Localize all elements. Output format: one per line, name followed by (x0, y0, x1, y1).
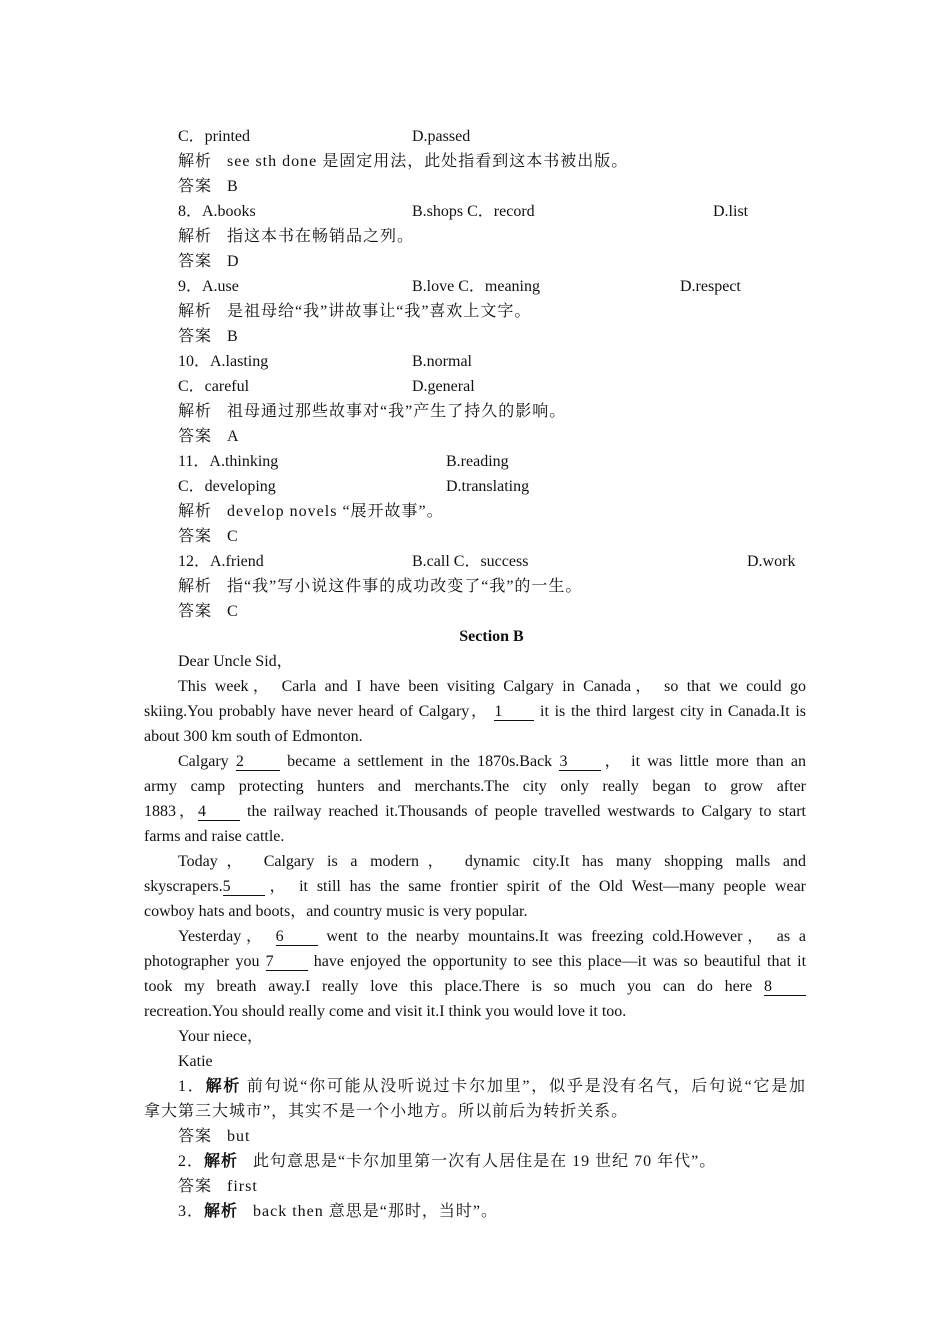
q10-option-d: D.general (412, 378, 475, 395)
letter-p4-line4: recreation.You should really come and visit it.I think you would love it too. (144, 1003, 627, 1020)
sb2-analysis (178, 1152, 716, 1172)
analysis-text: develop novels “展开故事”。 (227, 503, 444, 520)
q10-analysis (178, 402, 566, 422)
q11-option-b: B.reading (446, 453, 509, 470)
blank-4: 4 (198, 804, 240, 821)
blank-8: 8 (764, 979, 806, 996)
text-span: it is the third largest city in Canada.It is (540, 703, 807, 720)
letter-p2-line3 (144, 802, 806, 822)
answer-label: 答案 (178, 178, 213, 195)
analysis-label: 解析 (178, 228, 213, 245)
blank-6: 6 (276, 929, 318, 946)
answer-label: 答案 (178, 428, 213, 445)
answer-value: C (227, 603, 239, 620)
text-span: skiing.You probably have never heard of Calgary， (144, 703, 489, 720)
q11-answer (178, 527, 239, 547)
analysis-text: 是祖母给“我”讲故事让“我”喜欢上文字。 (227, 303, 532, 320)
item-number: 1． (178, 1078, 206, 1095)
text-span: the railway reached it.Thousands of people travelled westwards to Calgary to start (247, 803, 806, 820)
answer-label: 答案 (178, 328, 213, 345)
answer-value: C (227, 528, 239, 545)
blank-5: 5 (223, 879, 265, 896)
text-span: Calgary (178, 753, 229, 770)
sb1-analysis-line2: 拿大第三大城市”，其实不是一个小地方。所以前后为转折关系。 (144, 1103, 629, 1120)
sb2-answer (178, 1177, 258, 1197)
analysis-label: 解析 (204, 1203, 239, 1220)
q9-option-d: D.respect (680, 278, 741, 295)
section-title: Section B (459, 628, 524, 645)
letter-p4-line1 (178, 927, 806, 947)
analysis-text: 祖母通过那些故事对“我”产生了持久的影响。 (227, 403, 567, 420)
blank-3: 3 (559, 754, 601, 771)
q10-option-a: 10．A.lasting (178, 353, 269, 370)
text-span: photographer you (144, 953, 260, 970)
q9-option-b-c: B.love C．meaning (412, 278, 540, 295)
letter-p1-line2 (144, 702, 806, 722)
q12-option-a: 12．A.friend (178, 553, 264, 570)
blank-2: 2 (236, 754, 280, 771)
text-span: skyscrapers. (144, 878, 223, 895)
letter-p4-line2 (144, 952, 806, 972)
answer-label: 答案 (178, 1178, 213, 1195)
answer-value: A (227, 428, 240, 445)
analysis-label: 解析 (178, 153, 213, 170)
q7-option-d: D.passed (412, 128, 471, 145)
letter-p2-line4: farms and raise cattle. (144, 828, 285, 845)
q12-option-d: D.work (747, 553, 796, 570)
answer-label: 答案 (178, 253, 213, 270)
letter-p1-line1: This week， Carla and I have been visiting Calgary in Canada， so that we could go (178, 678, 807, 695)
answer-value: B (227, 178, 239, 195)
sb1-analysis-line1 (178, 1077, 806, 1097)
item-number: 3． (178, 1203, 205, 1220)
letter-p3-line3: cowboy hats and boots，and country music is very popular. (144, 903, 528, 920)
answer-label: 答案 (178, 528, 213, 545)
text-span: became a settlement in the 1870s.Back (287, 753, 553, 770)
analysis-text: 前句说“你可能从没听说过卡尔加里”，似乎是没有名气，后句说“它是加 (246, 1078, 806, 1095)
analysis-label: 解析 (204, 1153, 239, 1170)
q9-answer (178, 327, 239, 347)
analysis-label: 解析 (178, 503, 213, 520)
blank-7: 7 (266, 954, 308, 971)
sb1-answer (178, 1127, 250, 1147)
letter-closing: Your niece， (178, 1028, 264, 1045)
text-span: 1883， (144, 803, 198, 820)
q8-option-a: 8．A.books (178, 203, 256, 220)
q8-option-b-c: B.shops C．record (412, 203, 535, 220)
q12-option-b-c: B.call C．success (412, 553, 529, 570)
blank-1: 1 (494, 704, 534, 721)
q7-analysis (178, 152, 628, 172)
q10-option-c: C．careful (178, 378, 250, 395)
sb3-analysis (178, 1202, 498, 1222)
analysis-label: 解析 (205, 1078, 242, 1095)
q11-option-d: D.translating (446, 478, 530, 495)
item-number: 2． (178, 1153, 205, 1170)
q9-option-a: 9．A.use (178, 278, 239, 295)
analysis-text: back then 意思是“那时，当时”。 (253, 1203, 498, 1220)
letter-p2-line2: army camp protecting hunters and merchants.The city only really began to grow after (144, 778, 806, 795)
analysis-text: 此句意思是“卡尔加里第一次有人居住是在 19 世纪 70 年代”。 (253, 1153, 717, 1170)
answer-value: first (227, 1178, 258, 1195)
q11-option-a: 11．A.thinking (178, 453, 279, 470)
answer-label: 答案 (178, 603, 213, 620)
q10-option-b: B.normal (412, 353, 472, 370)
q8-analysis (178, 227, 414, 247)
q10-answer (178, 427, 240, 447)
text-span: took my breath away.I really love this place.There is so much you can do here (144, 978, 753, 995)
answer-value: D (227, 253, 240, 270)
q8-answer (178, 252, 240, 272)
text-span: Yesterday， (178, 928, 267, 945)
letter-p3-line1: Today， Calgary is a modern， dynamic city.It has many shopping malls and (178, 853, 806, 870)
letter-p1-line3: about 300 km south of Edmonton. (144, 728, 363, 745)
analysis-text: 指这本书在畅销品之列。 (227, 228, 415, 245)
answer-value: B (227, 328, 239, 345)
analysis-text: 指“我”写小说这件事的成功改变了“我”的一生。 (227, 578, 583, 595)
q12-analysis (178, 577, 582, 597)
letter-p4-line3 (144, 977, 806, 997)
text-span: ， it still has the same frontier spirit of the Old West—many people wear (264, 878, 806, 895)
answer-label: 答案 (178, 1128, 213, 1145)
letter-p3-line2 (144, 877, 806, 897)
q9-analysis (178, 302, 531, 322)
letter-p2-line1 (178, 752, 806, 772)
q8-option-d: D.list (713, 203, 749, 220)
text-span: have enjoyed the opportunity to see this place—it was so beautiful that it (313, 953, 807, 970)
q12-answer (178, 602, 239, 622)
letter-signature: Katie (178, 1053, 213, 1070)
analysis-label: 解析 (178, 578, 213, 595)
q11-option-c: C．developing (178, 478, 276, 495)
letter-greeting: Dear Uncle Sid， (178, 653, 293, 670)
text-span: went to the nearby mountains.It was freezing cold.However， as a (326, 928, 807, 945)
analysis-label: 解析 (178, 403, 213, 420)
analysis-text: see sth done 是固定用法，此处指看到这本书被出版。 (227, 153, 629, 170)
answer-value: but (227, 1128, 251, 1145)
q7-option-c: C．printed (178, 128, 250, 145)
analysis-label: 解析 (178, 303, 213, 320)
text-span: ， it was little more than an (601, 753, 807, 770)
q11-analysis (178, 502, 444, 522)
q7-answer (178, 177, 239, 197)
